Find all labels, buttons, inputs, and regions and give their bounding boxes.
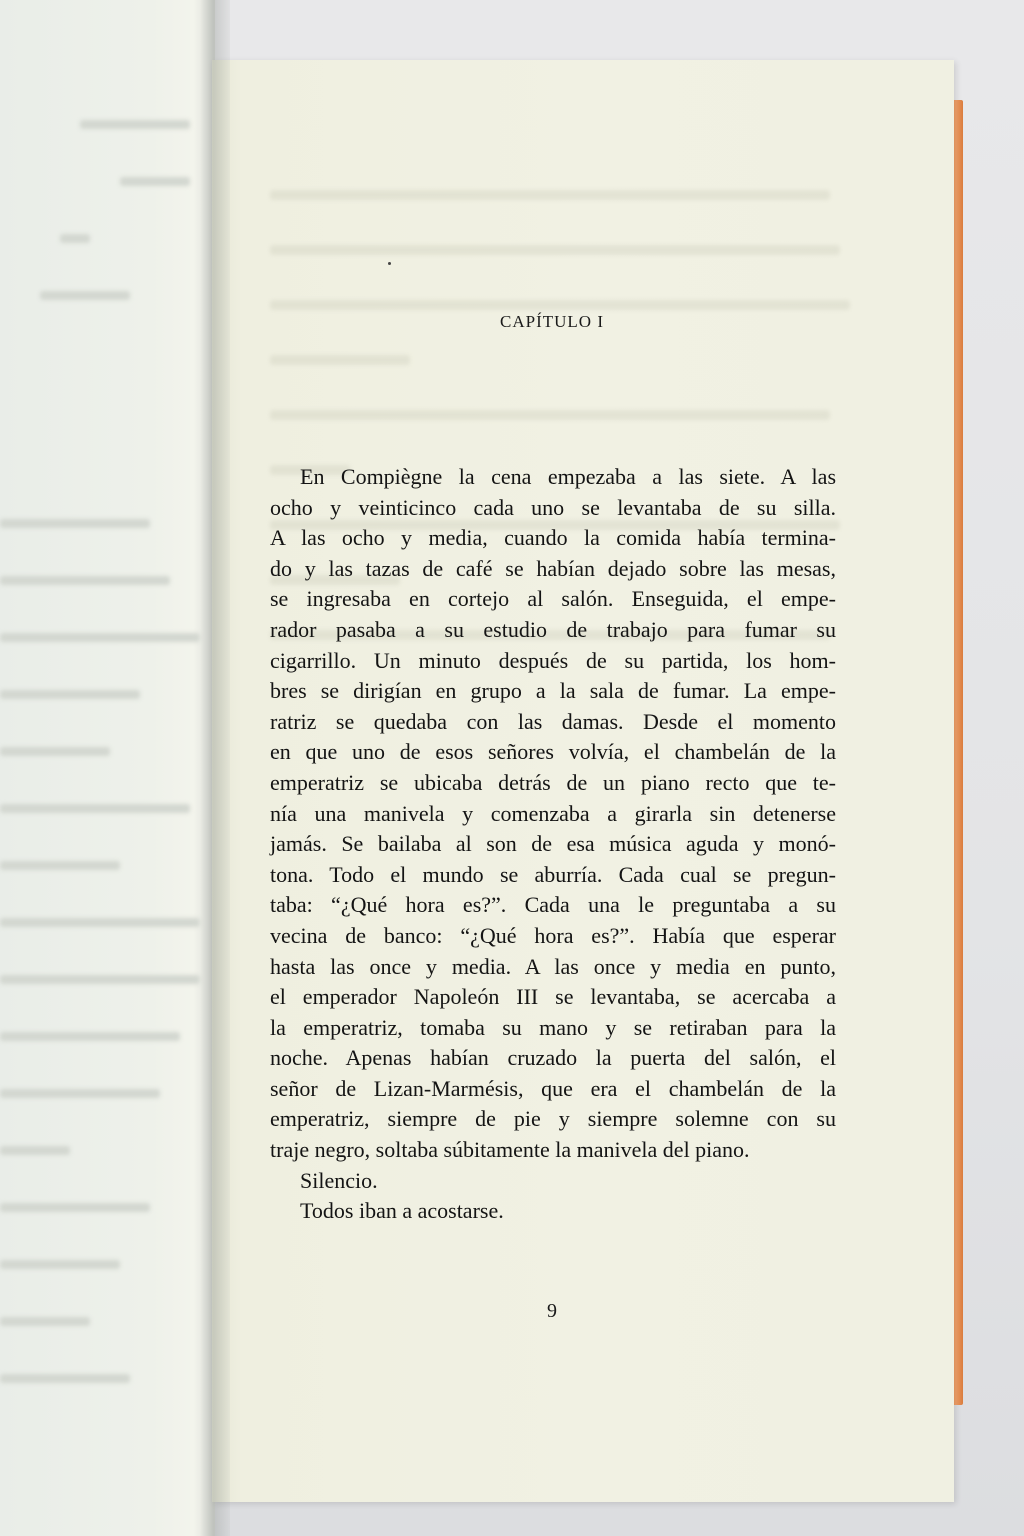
text-line: Silencio.: [300, 1167, 378, 1193]
text-line: nía una manivela y comenzaba a girarla sin detenerse: [270, 800, 836, 826]
text-line: rador pasaba a su estudio de trabajo para fumar su: [270, 616, 836, 642]
chapter-title: CAPÍTULO I: [500, 312, 604, 331]
text-line: el emperador Napoleón III se levantaba, se acercaba a: [270, 984, 836, 1010]
text-line: emperatriz se ubicaba detrás de un piano recto que te-: [270, 769, 836, 795]
body-text: [270, 462, 836, 1227]
text-line: noche. Apenas habían cruzado la puerta del salón, el: [270, 1045, 836, 1071]
text-line: ratriz se quedaba con las damas. Desde el momento: [270, 708, 836, 734]
text-line: En Compiègne la cena empezaba a las siete. A las: [300, 464, 836, 489]
left-page: [0, 0, 215, 1536]
text-line: la emperatriz, tomaba su mano y se retiraban para la: [270, 1014, 836, 1040]
text-line: señor de Lizan-Marmésis, que era el chambelán de la: [270, 1075, 836, 1101]
text-line: traje negro, soltaba súbitamente la manivela del piano.: [270, 1137, 750, 1163]
text-line: vecina de banco: “¿Qué hora es?”. Había que esperar: [270, 922, 836, 948]
text-line: do y las tazas de café se habían dejado sobre las mesas,: [270, 555, 836, 581]
text-line: ocho y veinticinco cada uno se levantaba de su silla.: [270, 494, 836, 520]
page-number: 9: [547, 1300, 557, 1322]
text-line: en que uno de esos señores volvía, el chambelán de la: [270, 739, 836, 765]
text-line: cigarrillo. Un minuto después de su partida, los hom-: [270, 647, 836, 673]
text-line: bres se dirigían en grupo a la sala de fumar. La empe-: [270, 678, 836, 704]
text-line: A las ocho y media, cuando la comida había termina-: [270, 525, 836, 551]
text-line: taba: “¿Qué hora es?”. Cada una le preguntaba a su: [270, 892, 836, 918]
speck: [388, 262, 391, 265]
text-line: emperatriz, siempre de pie y siempre solemne con su: [270, 1106, 836, 1132]
text-line: se ingresaba en cortejo al salón. Enseguida, el empe-: [270, 586, 836, 612]
text-line: hasta las once y media. A las once y media en punto,: [270, 953, 836, 979]
right-page: [212, 60, 954, 1502]
book-gutter: [200, 0, 230, 1536]
text-line: Todos iban a acostarse.: [300, 1198, 504, 1224]
text-line: jamás. Se bailaba al son de esa música aguda y monó-: [270, 831, 836, 857]
left-page-blurred-text: [0, 120, 200, 1431]
text-line: tona. Todo el mundo se aburría. Cada cual se pregun-: [270, 861, 836, 887]
